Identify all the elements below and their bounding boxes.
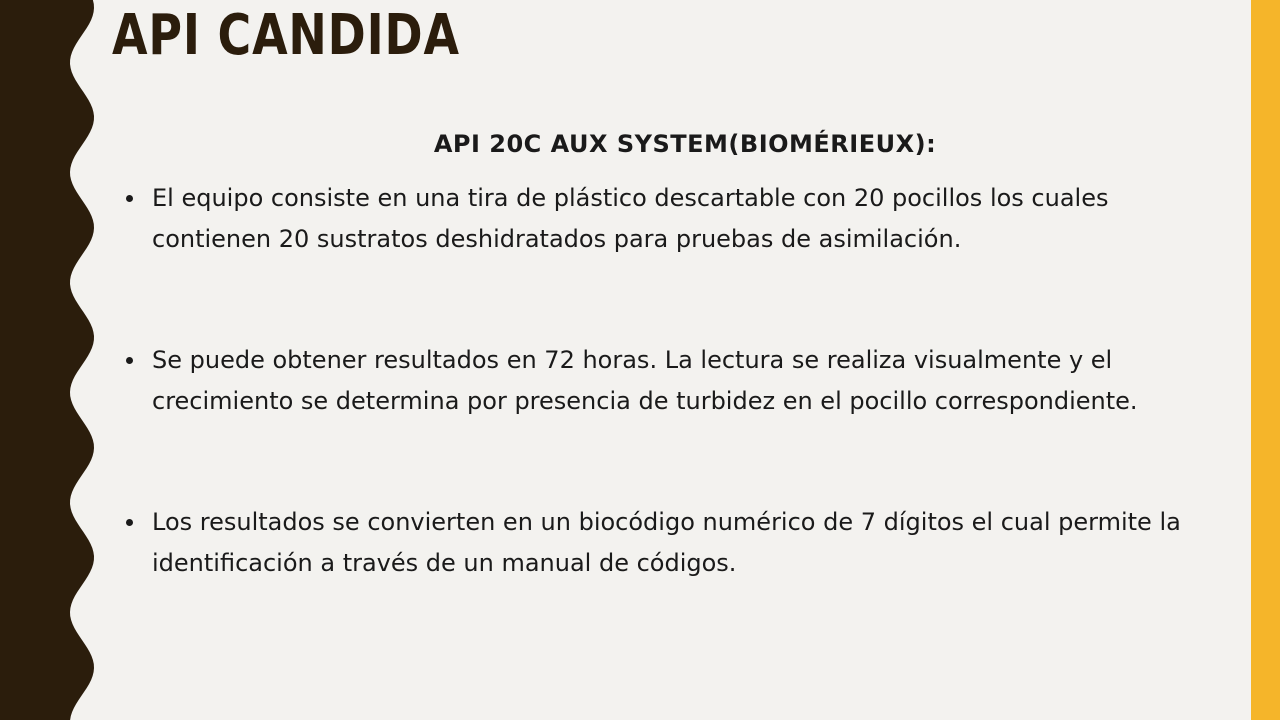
bullet-item <box>126 502 1226 584</box>
wavy-left-band <box>0 0 100 720</box>
bullet-text: Se puede obtener resultados en 72 horas. La lectura se realiza visualmente y el crecimiento se determina por presencia de turbidez en el pocillo correspondiente. <box>152 346 1138 415</box>
bullet-dot-icon <box>126 519 133 526</box>
bullet-item <box>126 178 1226 260</box>
bullet-item <box>126 340 1226 422</box>
right-accent-bar <box>1251 0 1280 720</box>
slide-title: API CANDIDA <box>112 3 460 68</box>
bullet-text: Los resultados se convierten en un biocódigo numérico de 7 dígitos el cual permite la identificación a través de un manual de códigos. <box>152 508 1181 577</box>
bullet-list <box>126 178 1226 584</box>
slide-subtitle: API 20C AUX SYSTEM(BIOMÉRIEUX): <box>433 130 937 158</box>
bullet-text: El equipo consiste en una tira de plástico descartable con 20 pocillos los cuales contienen 20 sustratos deshidratados para pruebas de asimilación. <box>152 184 1109 253</box>
bullet-dot-icon <box>126 357 133 364</box>
bullet-dot-icon <box>126 195 133 202</box>
